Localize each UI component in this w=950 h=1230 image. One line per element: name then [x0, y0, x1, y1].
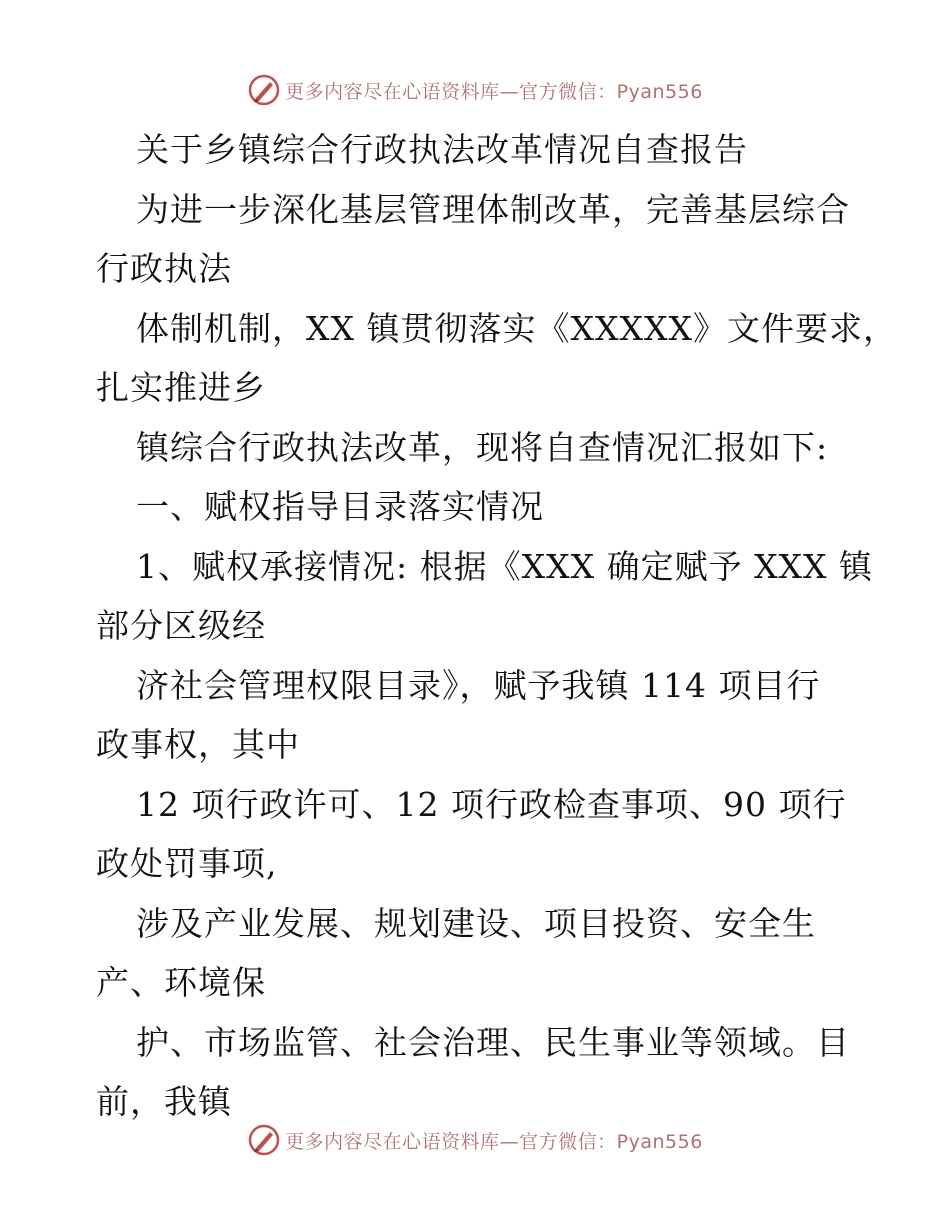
paragraph-line: 1、赋权承接情况: 根据《XXX 确定赋予 XXX 镇 — [136, 546, 874, 586]
paragraph-line: 镇综合行政执法改革，现将自查情况汇报如下: — [136, 427, 829, 467]
footer-watermark — [0, 1120, 950, 1160]
document-body — [96, 120, 897, 1132]
watermark-text: 更多内容尽在心语资料库—官方微信：Pyan556 — [285, 80, 703, 103]
document-title: 关于乡镇综合行政执法改革情况自查报告 — [136, 130, 748, 169]
section-heading: 一、赋权指导目录落实情况 — [136, 487, 544, 526]
paragraph-line: 为进一步深化基层管理体制改革，完善基层综合 — [136, 189, 850, 229]
paragraph-line: 12 项行政许可、12 项行政检查事项、90 项行 — [136, 784, 847, 824]
paragraph-line: 护、市场监管、社会治理、民生事业等领域。目 — [136, 1022, 850, 1062]
paragraph-line: 扎实推进乡 — [96, 368, 266, 407]
paragraph-line: 涉及产业发展、规划建设、项目投资、安全生 — [136, 903, 816, 943]
paragraph-line: 政事权，其中 — [96, 725, 300, 764]
paragraph-line: 部分区级经 — [96, 606, 266, 645]
header-watermark — [0, 70, 950, 110]
pen-logo-icon — [247, 73, 281, 107]
paragraph-line: 行政执法 — [96, 249, 232, 288]
paragraph-line: 政处罚事项, — [96, 844, 278, 883]
paragraph-line: 产、环境保 — [96, 963, 266, 1002]
paragraph-line: 前，我镇 — [96, 1082, 232, 1121]
paragraph-line: 体制机制，XX 镇贯彻落实《XXXXX》文件要求， — [136, 308, 897, 348]
pen-logo-icon — [247, 1123, 281, 1157]
watermark-text: 更多内容尽在心语资料库—官方微信：Pyan556 — [285, 1130, 703, 1153]
paragraph-line: 济社会管理权限目录》，赋予我镇 114 项目行 — [136, 665, 821, 705]
